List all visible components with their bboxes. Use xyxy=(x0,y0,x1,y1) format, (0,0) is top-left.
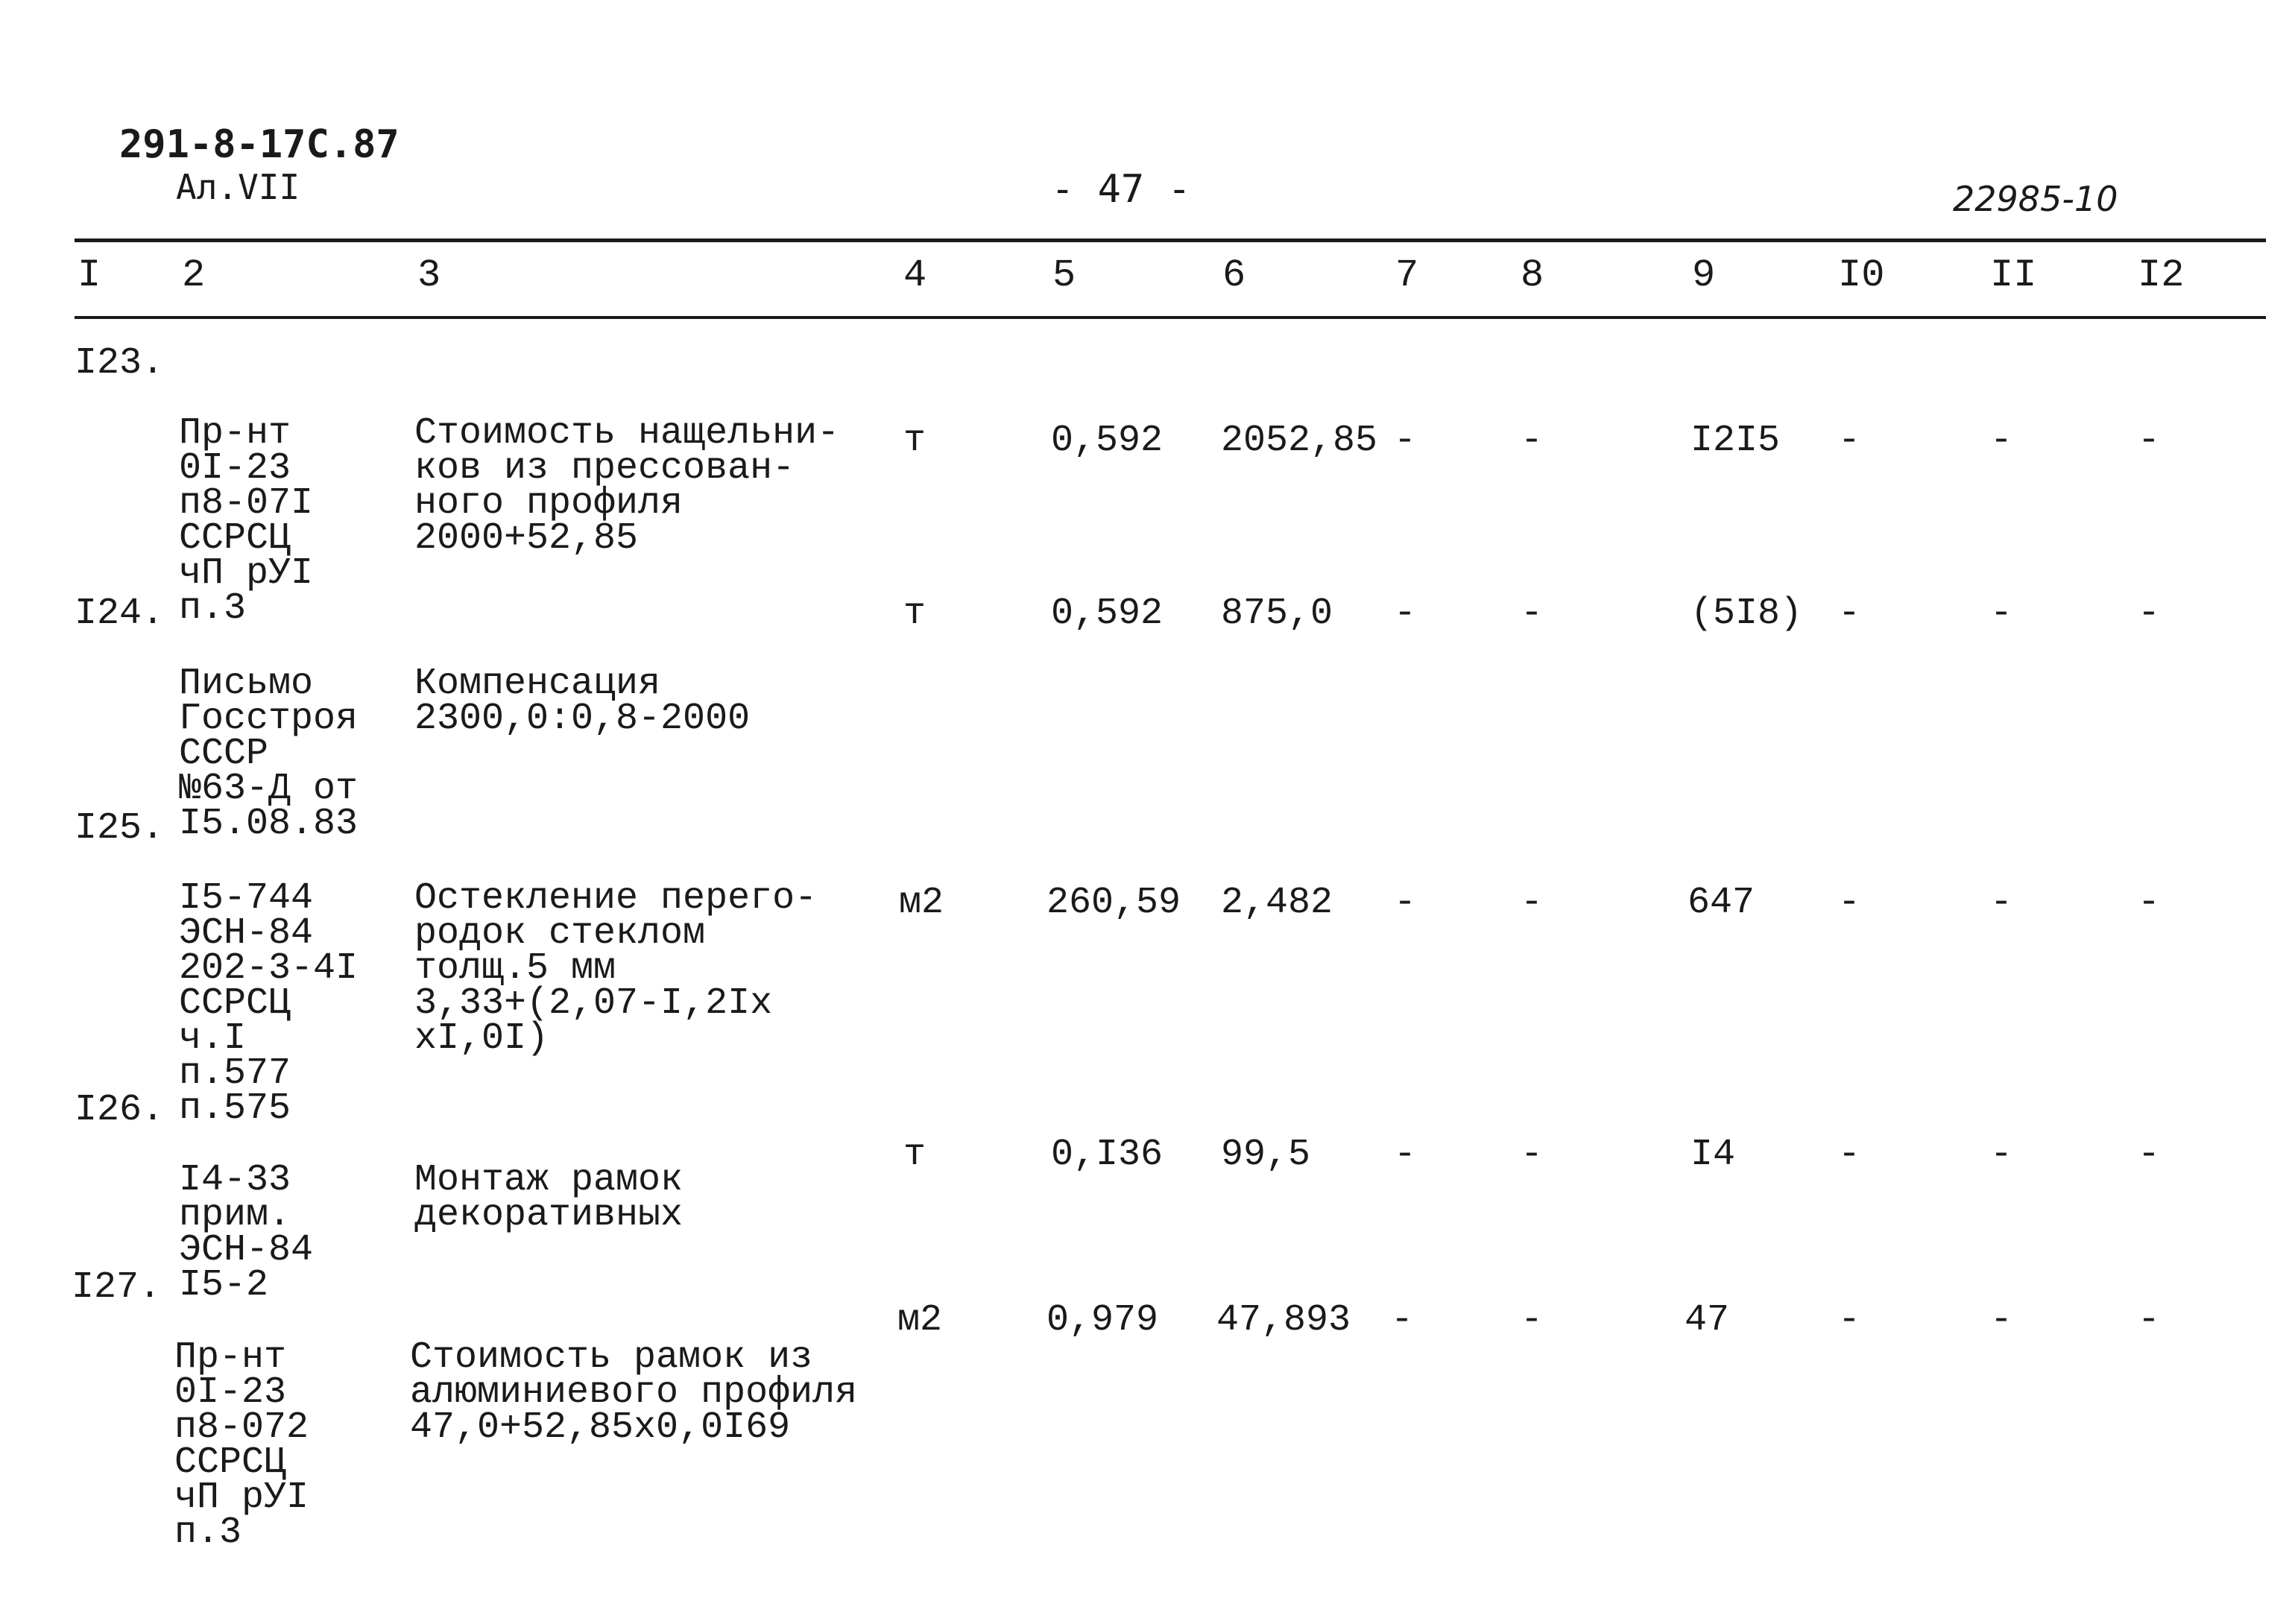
row-basis: I5-744 ЭСН-84 202-3-4I ССРСЦ ч.I п.577 п.575 xyxy=(179,877,359,1130)
row-quantity: 0,592 xyxy=(1051,593,1164,635)
row-col12: - xyxy=(2138,1134,2161,1176)
column-header-8: 8 xyxy=(1521,253,1544,297)
column-header-5: 5 xyxy=(1052,253,1076,297)
row-col12: - xyxy=(2138,1299,2161,1342)
row-col7: - xyxy=(1394,1134,1417,1176)
row-col7: - xyxy=(1394,420,1417,462)
column-header-7: 7 xyxy=(1395,253,1419,297)
row-unit-price: 2052,85 xyxy=(1221,420,1378,462)
inventory-number: 22985-10 xyxy=(1953,179,2118,219)
row-description: Стоимость рамок из алюминиевого профиля 47,0+52,85х0,0I69 xyxy=(410,1336,858,1449)
row-unit: т xyxy=(903,1134,926,1176)
row-total: I2I5 xyxy=(1690,420,1781,462)
page-number: - 47 - xyxy=(1051,167,1191,212)
row-basis: I4-33 прим. ЭСН-84 I5-2 xyxy=(179,1159,314,1307)
row-unit: м2 xyxy=(897,1299,943,1342)
row-number: I26. xyxy=(75,1089,165,1131)
row-col10: - xyxy=(1838,593,1861,635)
column-header-4: 4 xyxy=(903,253,927,297)
column-header-2: 2 xyxy=(182,253,206,297)
row-description: Остекление перего- родок стеклом толщ.5 мм 3,33+(2,07-I,2Iх хI,0I) xyxy=(414,877,818,1060)
column-header-10: I0 xyxy=(1838,253,1885,297)
row-unit: т xyxy=(903,593,926,635)
row-col8: - xyxy=(1521,593,1544,635)
row-col12: - xyxy=(2138,420,2161,462)
column-header-12: I2 xyxy=(2138,253,2185,297)
row-unit-price: 99,5 xyxy=(1221,1134,1311,1176)
row-col11: - xyxy=(1990,1299,2013,1342)
row-description: Компенсация 2300,0:0,8-2000 xyxy=(414,663,751,740)
row-unit-price: 2,482 xyxy=(1221,882,1333,924)
row-number: I27. xyxy=(72,1266,162,1309)
table-top-rule xyxy=(75,238,2266,242)
row-number: I23. xyxy=(75,342,165,385)
column-header-11: II xyxy=(1990,253,2037,297)
row-col11: - xyxy=(1990,882,2013,924)
row-col10: - xyxy=(1838,1299,1861,1342)
row-col7: - xyxy=(1394,593,1417,635)
row-col7: - xyxy=(1391,1299,1414,1342)
row-col12: - xyxy=(2138,882,2161,924)
row-total: I4 xyxy=(1690,1134,1736,1176)
row-quantity: 260,59 xyxy=(1046,882,1181,924)
row-quantity: 0,979 xyxy=(1046,1299,1159,1342)
row-col10: - xyxy=(1838,1134,1861,1176)
table-header-rule xyxy=(75,316,2266,319)
row-col10: - xyxy=(1838,420,1861,462)
row-total: 47 xyxy=(1685,1299,1730,1342)
document-code: 291-8-17С.87 xyxy=(119,122,400,167)
row-number: I24. xyxy=(75,593,165,635)
row-description: Стоимость нащельни- ков из прессован- ного профиля 2000+52,85 xyxy=(414,412,840,560)
row-col12: - xyxy=(2138,593,2161,635)
row-col7: - xyxy=(1394,882,1417,924)
row-col8: - xyxy=(1521,882,1544,924)
row-total: (5I8) xyxy=(1690,593,1803,635)
column-header-3: 3 xyxy=(417,253,441,297)
row-description: Монтаж рамок декоративных xyxy=(414,1159,683,1236)
row-col10: - xyxy=(1838,882,1861,924)
row-basis: Пр-нт 0I-23 п8-07I ССРСЦ чП рУI п.3 xyxy=(179,412,314,630)
row-total: 647 xyxy=(1687,882,1755,924)
row-col11: - xyxy=(1990,1134,2013,1176)
column-header-1: I xyxy=(78,253,101,297)
row-unit-price: 875,0 xyxy=(1221,593,1333,635)
row-unit: т xyxy=(903,420,926,462)
column-header-9: 9 xyxy=(1692,253,1716,297)
column-header-6: 6 xyxy=(1222,253,1246,297)
row-quantity: 0,592 xyxy=(1051,420,1164,462)
row-col8: - xyxy=(1521,1134,1544,1176)
row-basis: Письмо Госстроя СССР №63-Д от I5.08.83 xyxy=(179,663,359,845)
album-label: Ал.VII xyxy=(176,167,300,207)
row-col11: - xyxy=(1990,420,2013,462)
row-unit: м2 xyxy=(899,882,944,924)
row-col8: - xyxy=(1521,1299,1544,1342)
row-quantity: 0,I36 xyxy=(1051,1134,1164,1176)
row-basis: Пр-нт 0I-23 п8-072 ССРСЦ чП рУI п.3 xyxy=(174,1336,309,1554)
row-unit-price: 47,893 xyxy=(1216,1299,1351,1342)
row-number: I25. xyxy=(75,807,165,850)
row-col11: - xyxy=(1990,593,2013,635)
row-col8: - xyxy=(1521,420,1544,462)
